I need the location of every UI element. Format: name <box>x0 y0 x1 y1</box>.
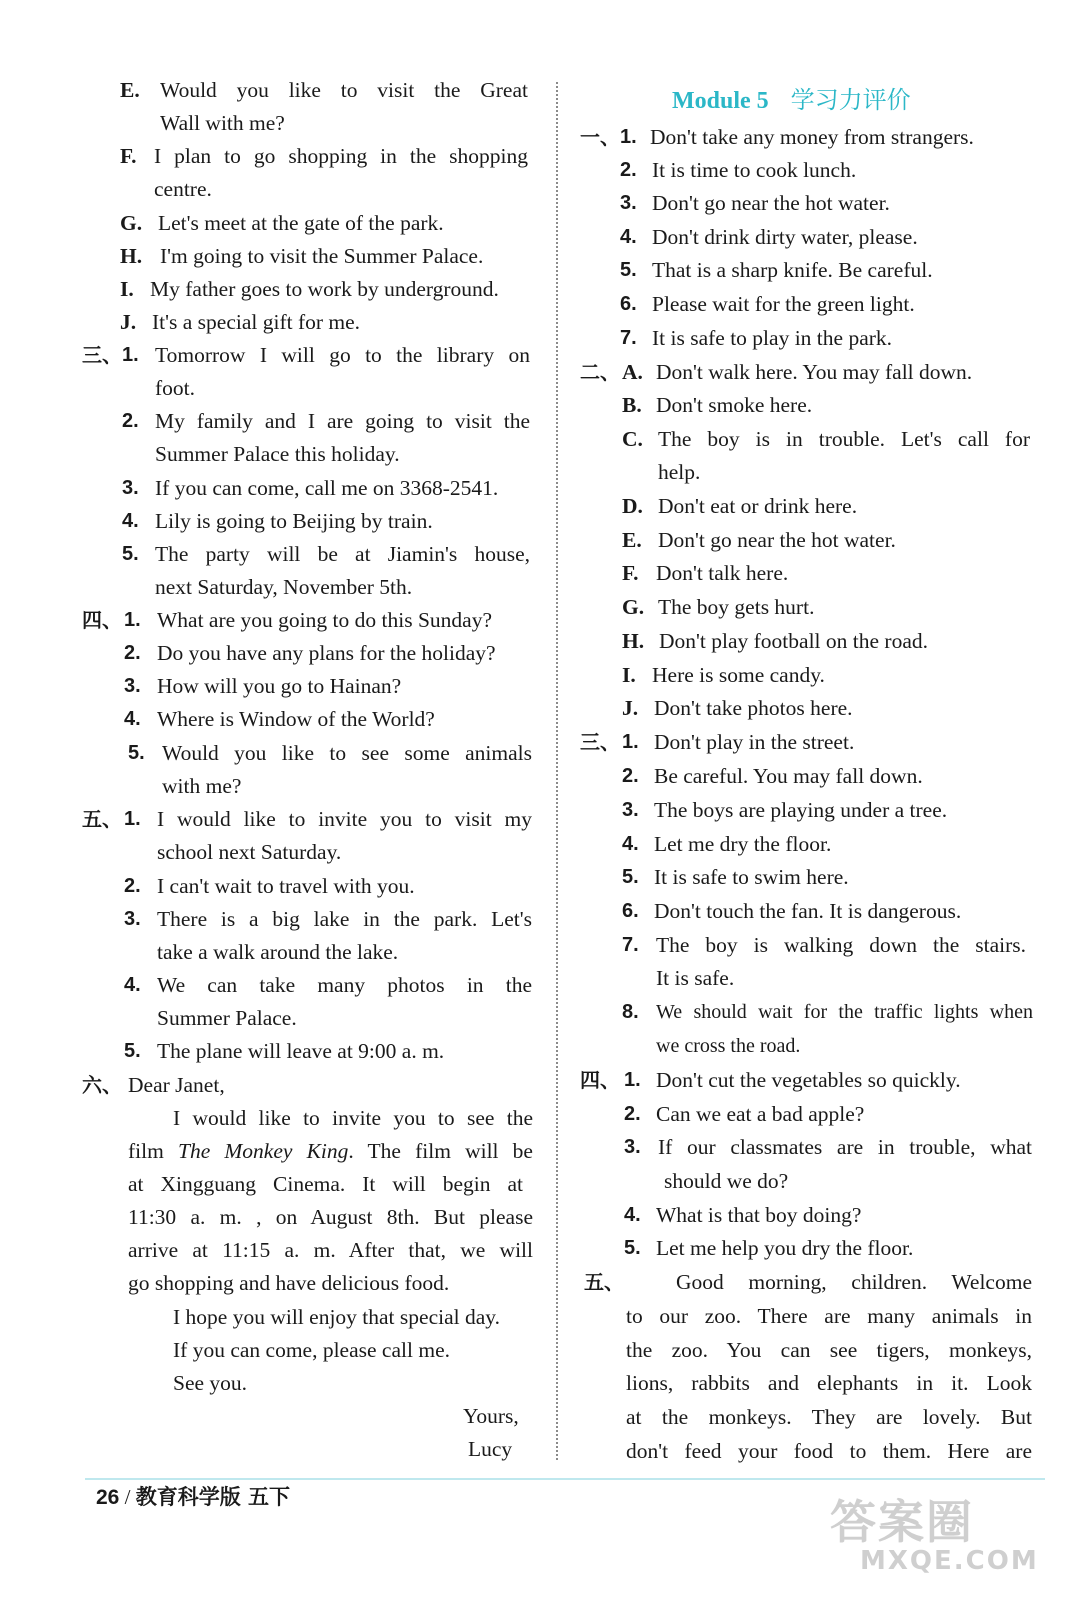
answer-line: That is a sharp knife. Be careful. <box>652 258 933 282</box>
item-number: 4. <box>122 510 139 532</box>
letter-closing: Yours, <box>463 1404 519 1428</box>
answer-label: E. <box>622 528 642 552</box>
item-number: 5. <box>620 259 637 281</box>
answer-line: Let me help you dry the floor. <box>656 1236 914 1260</box>
module-name: Module 5 <box>672 88 769 114</box>
answer-label: C. <box>622 427 643 451</box>
answer-line: Where is Window of the World? <box>157 707 435 731</box>
answer-line: It's a special gift for me. <box>152 310 361 334</box>
answer-line: Don't go near the hot water. <box>658 528 896 552</box>
item-number: 6. <box>620 293 637 315</box>
letter-line: go shopping and have delicious food. <box>128 1271 450 1295</box>
letter-greeting: Dear Janet, <box>128 1073 225 1097</box>
answer-line: The party will be at Jiamin's house, <box>155 542 530 566</box>
section-marker: 五、 <box>584 1270 624 1294</box>
answer-line: Don't cut the vegetables so quickly. <box>656 1068 961 1092</box>
answer-line: Don't walk here. You may fall down. <box>656 360 973 384</box>
answer-line: centre. <box>154 177 212 201</box>
passage-line: at the monkeys. They are lovely. But <box>626 1405 1032 1429</box>
page-footer <box>96 1482 290 1513</box>
item-number: 4. <box>620 226 637 248</box>
answer-line: Don't eat or drink here. <box>658 494 858 518</box>
answer-line: Wall with me? <box>160 111 285 135</box>
answer-label: H. <box>622 629 645 653</box>
answer-label: B. <box>622 393 642 417</box>
letter-line: If you can come, please call me. <box>173 1338 450 1362</box>
answer-line: The boy is walking down the stairs. <box>656 933 1026 957</box>
answer-line: The boy is in trouble. Let's call for <box>658 427 1030 451</box>
section-marker: 三、 <box>580 730 620 754</box>
answer-line: school next Saturday. <box>157 840 342 864</box>
item-number: 6. <box>622 900 639 922</box>
answer-label: D. <box>622 494 643 518</box>
answer-line: help. <box>658 460 701 484</box>
watermark-text: 答案圈 <box>830 1495 974 1549</box>
item-number: 3. <box>122 477 139 499</box>
section-marker: 四、 <box>580 1068 620 1092</box>
letter-line: arrive at 11:15 a. m. After that, we will <box>128 1238 533 1262</box>
section-marker: 一、 <box>580 125 620 149</box>
answer-line: The boy gets hurt. <box>658 595 815 619</box>
page-number: 26 <box>96 1486 120 1509</box>
answer-line: we cross the road. <box>656 1035 801 1057</box>
film-title: The Monkey King <box>177 1139 349 1163</box>
item-number: 3. <box>622 799 639 821</box>
answer-label: F. <box>120 144 137 168</box>
watermark-logo <box>820 1486 1060 1586</box>
answer-label: G. <box>622 595 645 619</box>
item-number: 1. <box>620 126 637 148</box>
item-number: 3. <box>124 908 141 930</box>
answer-line: Don't drink dirty water, please. <box>652 225 918 249</box>
passage-line: don't feed your food to them. Here are <box>626 1439 1032 1463</box>
answer-line: Do you have any plans for the holiday? <box>157 641 496 665</box>
item-number: 2. <box>122 410 139 432</box>
section-marker: 六、 <box>82 1073 122 1097</box>
passage-line: Good morning, children. Welcome <box>676 1270 1032 1294</box>
letter-line: I would like to invite you to see the <box>173 1106 533 1130</box>
item-number: 2. <box>620 159 637 181</box>
answer-line: Let me dry the floor. <box>654 832 832 856</box>
answer-line: Don't talk here. <box>656 561 789 585</box>
answer-line: If you can come, call me on 3368-2541. <box>155 476 499 500</box>
answer-label: H. <box>120 244 143 268</box>
answer-line: with me? <box>162 774 242 798</box>
item-number: 5. <box>124 1040 141 1062</box>
letter-line: I hope you will enjoy that special day. <box>173 1305 500 1329</box>
answer-line: What is that boy doing? <box>656 1203 862 1227</box>
item-number: 2. <box>124 875 141 897</box>
module-title <box>672 84 911 117</box>
letter-line: See you. <box>173 1371 248 1395</box>
item-number: 7. <box>622 934 639 956</box>
passage-line: lions, rabbits and elephants in it. Look <box>626 1371 1032 1395</box>
section-marker: 四、 <box>82 608 122 632</box>
item-number: 2. <box>622 765 639 787</box>
answer-line: I would like to invite you to visit my <box>157 807 532 831</box>
answer-line: Be careful. You may fall down. <box>654 764 923 788</box>
item-number: 5. <box>128 742 145 764</box>
answer-line: It is safe to swim here. <box>654 865 849 889</box>
answer-label: J. <box>120 310 137 334</box>
footer-rule <box>85 1478 1045 1480</box>
item-number: 5. <box>622 866 639 888</box>
item-number: 1. <box>624 1069 641 1091</box>
item-number: 3. <box>624 1136 641 1158</box>
item-number: 4. <box>124 708 141 730</box>
passage-line: the zoo. You can see tigers, monkeys, <box>626 1338 1032 1362</box>
answer-line: Lily is going to Beijing by train. <box>155 509 433 533</box>
answer-line: Don't take any money from strangers. <box>650 125 974 149</box>
item-number: 4. <box>124 974 141 996</box>
answer-line: Don't take photos here. <box>654 696 853 720</box>
item-number: 1. <box>622 731 639 753</box>
answer-line: next Saturday, November 5th. <box>155 575 413 599</box>
answer-line: Don't smoke here. <box>656 393 813 417</box>
item-number: 3. <box>620 192 637 214</box>
answer-line: foot. <box>155 376 196 400</box>
item-number: 4. <box>624 1204 641 1226</box>
answer-line: The plane will leave at 9:00 a. m. <box>157 1039 445 1063</box>
item-number: 1. <box>124 808 141 830</box>
module-subtitle: 学习力评价 <box>790 86 911 114</box>
letter-line: film The Monkey King. The film will be <box>128 1139 533 1163</box>
answer-line: If our classmates are in trouble, what <box>658 1135 1032 1159</box>
answer-line: My family and I are going to visit the <box>155 409 530 433</box>
item-number: 5. <box>624 1237 641 1259</box>
answer-line: It is safe. <box>656 966 735 990</box>
answer-line: I can't wait to travel with you. <box>157 874 415 898</box>
item-number: 5. <box>122 543 139 565</box>
item-number: 4. <box>622 833 639 855</box>
answer-label: I. <box>622 663 636 687</box>
answer-line: We can take many photos in the <box>157 973 532 997</box>
answer-line: Would you like to see some animals <box>162 741 532 765</box>
answer-line: How will you go to Hainan? <box>157 674 402 698</box>
answer-line: Don't go near the hot water. <box>652 191 890 215</box>
answer-label: I. <box>120 277 134 301</box>
answer-line: What are you going to do this Sunday? <box>157 608 492 632</box>
answer-line: Summer Palace. <box>157 1006 297 1030</box>
answer-line: Please wait for the green light. <box>652 292 915 316</box>
answer-line: There is a big lake in the park. Let's <box>157 907 532 931</box>
edition-label: 教育科学版 五下 <box>135 1485 291 1509</box>
item-number: 1. <box>122 344 139 366</box>
answer-label: G. <box>120 211 143 235</box>
answer-line: Here is some candy. <box>652 663 825 687</box>
item-number: 2. <box>624 1103 641 1125</box>
passage-line: to our zoo. There are many animals in <box>626 1304 1032 1328</box>
watermark-site: MXQE.COM <box>860 1546 1039 1576</box>
answer-line: Would you like to visit the Great <box>160 78 528 102</box>
answer-line: I'm going to visit the Summer Palace. <box>160 244 484 268</box>
answer-line: Summer Palace this holiday. <box>155 442 400 466</box>
item-number: 1. <box>124 609 141 631</box>
answer-line: Don't touch the fan. It is dangerous. <box>654 899 962 923</box>
answer-line: E. <box>120 78 140 102</box>
answer-label: F. <box>622 561 639 585</box>
item-number: 7. <box>620 327 637 349</box>
answer-line: We should wait for the traffic lights when <box>656 1001 1033 1023</box>
answer-line: Can we eat a bad apple? <box>656 1102 865 1126</box>
answer-line: It is safe to play in the park. <box>652 326 893 350</box>
item-number: 3. <box>124 675 141 697</box>
item-number: 2. <box>124 642 141 664</box>
answer-label: J. <box>622 696 639 720</box>
footer-separator: / <box>124 1485 131 1509</box>
letter-line: 11:30 a. m. , on August 8th. But please <box>128 1205 533 1229</box>
section-marker: 二、 <box>580 360 620 384</box>
answer-line: My father goes to work by underground. <box>150 277 499 301</box>
answer-line: Don't play in the street. <box>654 730 855 754</box>
answer-line: It is time to cook lunch. <box>652 158 857 182</box>
answer-line: should we do? <box>664 1169 789 1193</box>
letter-line: at Xingguang Cinema. It will begin at <box>128 1172 523 1196</box>
answer-line: Don't play football on the road. <box>659 629 928 653</box>
column-divider <box>556 82 558 1460</box>
answer-line: Let's meet at the gate of the park. <box>158 211 444 235</box>
answer-line: take a walk around the lake. <box>157 940 399 964</box>
answer-label: A. <box>622 360 643 384</box>
section-marker: 五、 <box>82 807 122 831</box>
answer-line: Tomorrow I will go to the library on <box>155 343 530 367</box>
section-marker: 三、 <box>82 343 122 367</box>
answer-line: I plan to go shopping in the shopping <box>154 144 528 168</box>
answer-line: The boys are playing under a tree. <box>654 798 948 822</box>
letter-signature: Lucy <box>468 1437 513 1461</box>
item-number: 8. <box>622 1001 639 1023</box>
